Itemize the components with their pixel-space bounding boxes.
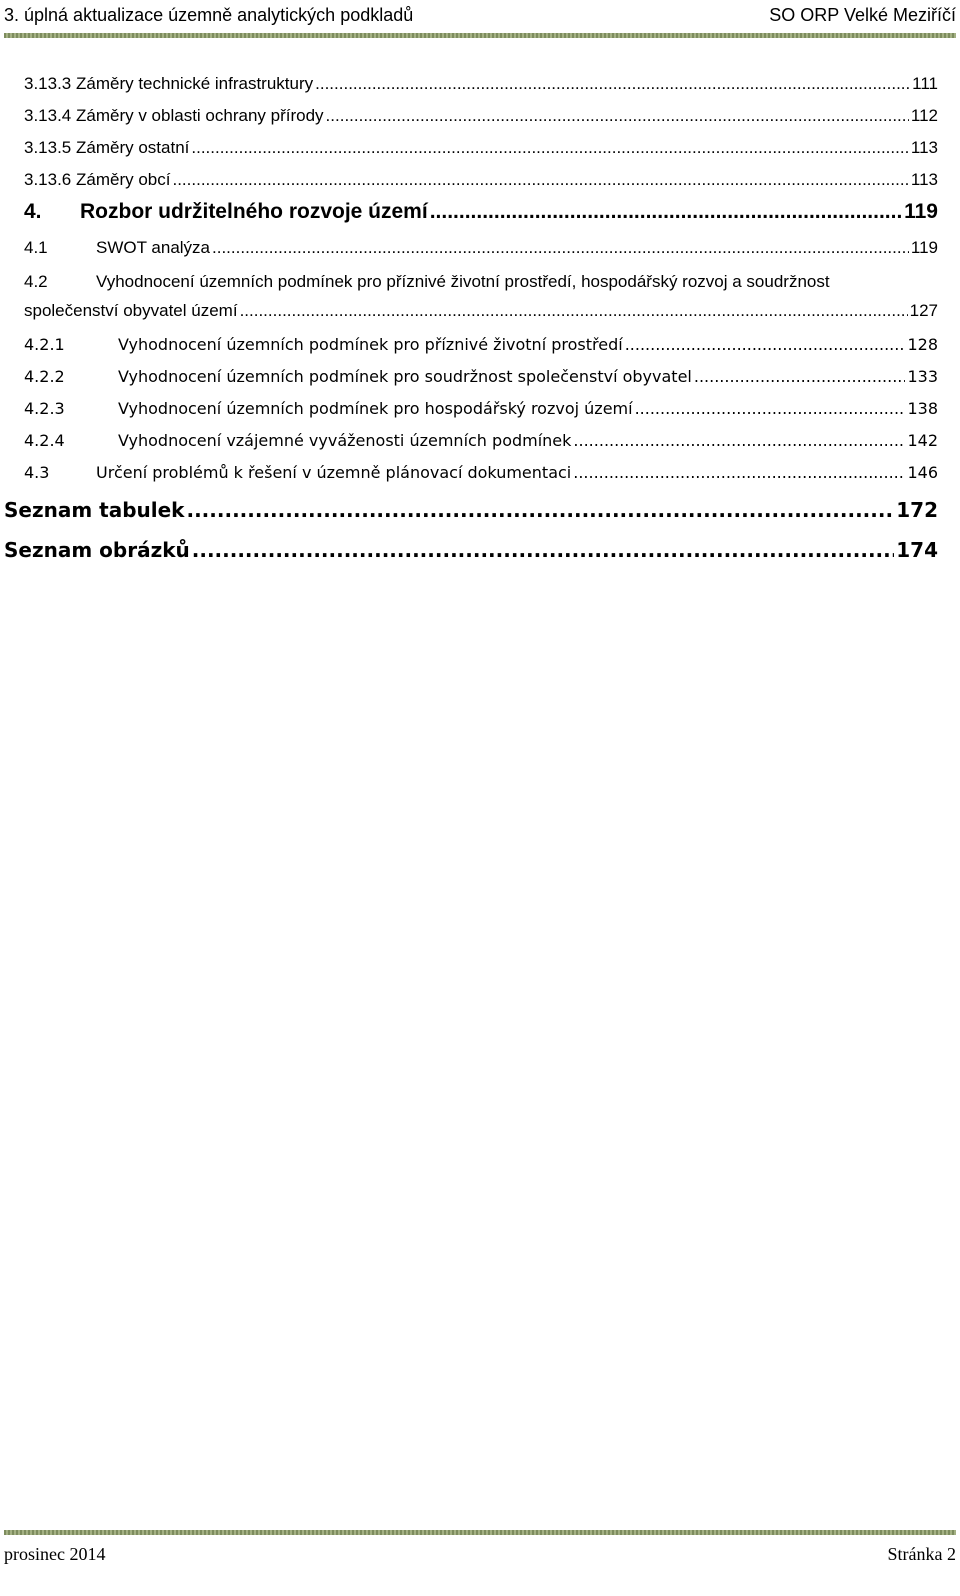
footer-date: prosinec 2014 [4, 1543, 106, 1564]
toc-page: 113 [910, 138, 938, 157]
toc-entry-4-2-1[interactable] [24, 335, 938, 354]
toc-page: 128 [907, 335, 938, 354]
toc-page: 113 [910, 170, 938, 189]
toc-number: 3.13.6 [24, 170, 72, 189]
toc-leader [212, 238, 909, 258]
toc-title: Vyhodnocení územních podmínek pro soudržnost společenství obyvatel [118, 367, 692, 386]
toc-leader [191, 138, 909, 158]
toc-number: 3.13.4 [24, 106, 72, 125]
header-title: 3. úplná aktualizace územně analytických podkladů [4, 4, 414, 25]
toc-title: Rozbor udržitelného rozvoje území [80, 200, 428, 223]
toc-entry-3-13-5[interactable] [24, 138, 938, 158]
toc-title: Záměry ostatní [76, 138, 190, 157]
toc-entry-3-13-6[interactable] [24, 170, 938, 190]
toc-page: 142 [907, 431, 938, 450]
toc-number: 4.2 [24, 272, 48, 291]
toc-leader [635, 399, 906, 418]
toc-leader [430, 200, 902, 224]
toc-title: Vyhodnocení vzájemné vyváženosti územních podmínek [118, 431, 572, 450]
toc-entry-seznam-tabulek[interactable] [4, 498, 938, 522]
toc-number: 3.13.5 [24, 138, 72, 157]
toc-page: 146 [907, 463, 938, 482]
toc-number: 4.2.4 [24, 431, 65, 450]
toc-entry-4-1[interactable] [24, 238, 938, 258]
header-organization: SO ORP Velké Meziříčí [769, 4, 956, 25]
toc-entry-3-13-3[interactable] [24, 74, 938, 94]
toc-entry-3-13-4[interactable] [24, 106, 938, 126]
toc-title: Záměry v oblasti ochrany přírody [76, 106, 324, 125]
header-rule [4, 33, 956, 38]
toc-number: 3.13.3 [24, 74, 72, 93]
toc-entry-4-2-3[interactable] [24, 399, 938, 418]
toc-leader [694, 367, 906, 386]
toc-page: 111 [912, 74, 938, 93]
toc-page: 119 [904, 200, 938, 223]
toc-number: 4.2.1 [24, 335, 65, 354]
toc-number: 4. [24, 200, 42, 223]
toc-leader [625, 335, 906, 354]
footer-rule [4, 1530, 956, 1535]
toc-title: Vyhodnocení územních podmínek pro příznivé životní prostředí, hospodářský rozvoj a soudržnost [96, 272, 830, 291]
toc-title: Seznam obrázků [4, 538, 190, 562]
toc-page: 112 [910, 106, 938, 125]
toc-number: 4.2.2 [24, 367, 65, 386]
toc-leader [172, 170, 908, 190]
toc-leader [573, 431, 905, 450]
toc-page: 172 [896, 498, 938, 522]
toc-number: 4.3 [24, 463, 50, 482]
toc-title: Vyhodnocení územních podmínek pro hospodářský rozvoj území [118, 399, 633, 418]
toc-entry-4-2-2[interactable] [24, 367, 938, 386]
toc-number: 4.1 [24, 238, 48, 257]
toc-title: Určení problémů k řešení v územně plánovací dokumentaci [96, 463, 572, 482]
footer-page-number: Stránka 2 [887, 1543, 956, 1564]
toc-title: Záměry technické infrastruktury [76, 74, 314, 93]
toc-title: Vyhodnocení územních podmínek pro příznivé životní prostředí [118, 335, 623, 354]
page-footer [4, 1541, 956, 1567]
toc-leader [240, 301, 908, 321]
toc-entry-4[interactable] [24, 200, 938, 224]
toc-page: 133 [907, 367, 938, 386]
toc-title: Záměry obcí [76, 170, 171, 189]
toc-page: 127 [909, 301, 938, 320]
toc-leader [192, 538, 895, 562]
toc-leader [186, 498, 894, 522]
toc-page: 119 [910, 238, 938, 257]
toc-entry-4-3[interactable] [24, 463, 938, 482]
toc-leader [573, 463, 905, 482]
page-header [4, 0, 956, 30]
toc-leader [315, 74, 910, 94]
toc-entry-4-2-4[interactable] [24, 431, 938, 450]
toc-page: 138 [907, 399, 938, 418]
toc-leader [326, 106, 909, 126]
toc-title: SWOT analýza [96, 238, 211, 257]
toc-entry-seznam-obrazku[interactable] [4, 538, 938, 562]
toc-number: 4.2.3 [24, 399, 65, 418]
toc-title-continued: společenství obyvatel území [24, 301, 238, 320]
toc-page: 174 [896, 538, 938, 562]
toc-title: Seznam tabulek [4, 498, 185, 522]
